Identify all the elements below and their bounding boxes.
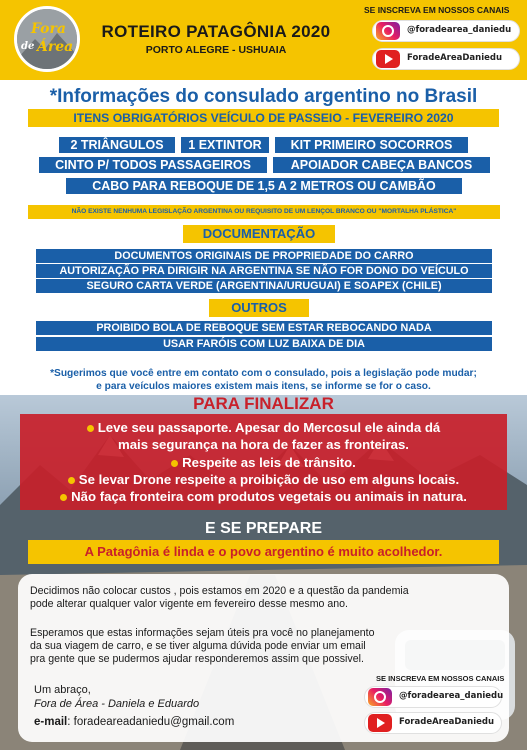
email-address[interactable]: : foradeareadaniedu@gmail.com [67, 716, 235, 728]
finalizar-box [20, 414, 507, 510]
page-title: ROTEIRO PATAGÔNIA 2020 [101, 22, 331, 41]
item-extintor: 1 EXTINTOR [180, 136, 270, 154]
para-finalizar-title: PARA FINALIZAR [193, 394, 334, 413]
item-apoiador-cabeca: APOIADOR CABEÇA BANCOS [272, 156, 491, 174]
signature: Fora de Área - Daniela e Eduardo [34, 698, 200, 710]
email-label: e-mail [34, 716, 68, 728]
doc-seguro-carta-verde: SEGURO CARTA VERDE (ARGENTINA/URUGUAI) E SOAPEX (CHILE) [35, 278, 493, 294]
fora-de-area-logo [14, 6, 80, 72]
instagram-link-bottom[interactable] [364, 686, 502, 708]
instagram-link-top[interactable] [372, 20, 520, 42]
youtube-handle: ForadeAreaDaniedu [399, 717, 495, 727]
social-caption-bottom: SE INSCREVA EM NOSSOS CANAIS [376, 674, 505, 683]
instagram-handle: @foradearea_daniedu [407, 25, 512, 35]
sugestao-line-2: e para veículos maiores existem mais itens, se informe se for o caso. [96, 381, 431, 392]
esperamos-line-2: da sua viagem de carro, e se tiver alguma dúvida pode enviar um email [30, 640, 366, 652]
documentacao-title: DOCUMENTAÇÃO [183, 225, 335, 243]
esperamos-line-3: pra gente que se pudermos ajudar responderemos assim que possivel. [30, 653, 364, 665]
sugestao-line-1: *Sugerimos que você entre em contato com o consulado, pois a legislação pode mudar; [50, 368, 477, 379]
item-kit-primeiro-socorros: KIT PRIMEIRO SOCORROS [274, 136, 469, 154]
doc-propriedade-carro: DOCUMENTOS ORIGINAIS DE PROPRIEDADE DO CARRO [35, 248, 493, 264]
finalizar-item-passaporte-cont: mais segurança na hora de fazer as fronteiras. [118, 437, 409, 452]
logo-text-area: Área [37, 39, 74, 55]
item-cabo-reboque: CABO PARA REBOQUE DE 1,5 A 2 METROS OU CAMBÃO [65, 177, 463, 195]
finalizar-line-3: Respeite as leis de trânsito. [182, 455, 356, 470]
bullet-icon [87, 425, 94, 432]
page-subtitle: PORTO ALEGRE - USHUAIA [145, 44, 287, 56]
item-cinto: CINTO P/ TODOS PASSAGEIROS [38, 156, 268, 174]
social-caption-top: SE INSCREVA EM NOSSOS CANAIS [364, 5, 510, 15]
finalizar-item-drone [20, 472, 507, 487]
instagram-handle: @foradearea_daniedu [399, 691, 504, 701]
outros-farois: USAR FARÓIS COM LUZ BAIXA DE DIA [35, 336, 493, 352]
finalizar-item-fronteira [20, 489, 507, 504]
sugestao-note [10, 367, 517, 393]
custos-line-2: pode alterar qualquer valor vigente em fevereiro desse mesmo ano. [30, 598, 348, 610]
patagonia-slogan: A Patagônia é linda e o povo argentino é muito acolhedor. [28, 540, 499, 564]
youtube-link-top[interactable] [372, 48, 520, 70]
itens-obrigatorios-title: ITENS OBRIGATÓRIOS VEÍCULO DE PASSEIO - FEVEREIRO 2020 [28, 109, 499, 127]
youtube-icon [376, 50, 400, 68]
mountain-icon [17, 9, 77, 69]
outros-title: OUTROS [209, 299, 309, 317]
bullet-icon [171, 460, 178, 467]
custos-paragraph [30, 585, 510, 611]
item-triangulos: 2 TRIÂNGULOS [58, 136, 176, 154]
finalizar-line-1: Leve seu passaporte. Apesar do Mercosul ele ainda dá [97, 420, 441, 435]
doc-autorizacao-dirigir: AUTORIZAÇÃO PRA DIRIGIR NA ARGENTINA SE NÃO FOR DONO DO VEÍCULO [35, 263, 493, 279]
consulado-heading: *Informações do consulado argentino no Brasil [49, 86, 478, 107]
email-line [34, 716, 234, 728]
outros-bola-reboque: PROIBIDO BOLA DE REBOQUE SEM ESTAR REBOCANDO NADA [35, 320, 493, 336]
esperamos-paragraph [30, 627, 510, 666]
esperamos-line-1: Esperamos que estas informações sejam úteis pra você no planejamento [30, 627, 375, 639]
youtube-link-bottom[interactable] [364, 712, 502, 734]
finalizar-item-passaporte [20, 420, 507, 435]
greeting: Um abraço, [34, 684, 91, 696]
finalizar-line-5: Não faça fronteira com produtos vegetais ou animais in natura. [71, 489, 467, 504]
finalizar-line-4: Se levar Drone respeite a proibição de uso em alguns locais. [78, 472, 460, 487]
instagram-icon [368, 688, 392, 706]
bullet-icon [68, 477, 75, 484]
bullet-icon [60, 494, 67, 501]
e-se-prepare-title: E SE PREPARE [204, 520, 323, 537]
youtube-icon [368, 714, 392, 732]
instagram-icon [376, 22, 400, 40]
finalizar-item-transito [20, 455, 507, 470]
logo-text-fora: Fora [31, 21, 66, 37]
logo-text-de: de [21, 41, 35, 52]
custos-line-1: Decidimos não colocar custos , pois estamos em 2020 e a questão da pandemia [30, 585, 409, 597]
lencol-note: NÃO EXISTE NENHUMA LEGISLAÇÃO ARGENTINA OU REQUISITO DE UM LENÇOL BRANCO OU "MORTALHA PLÁSTICA" [28, 205, 500, 219]
youtube-handle: ForadeAreaDaniedu [407, 53, 503, 63]
